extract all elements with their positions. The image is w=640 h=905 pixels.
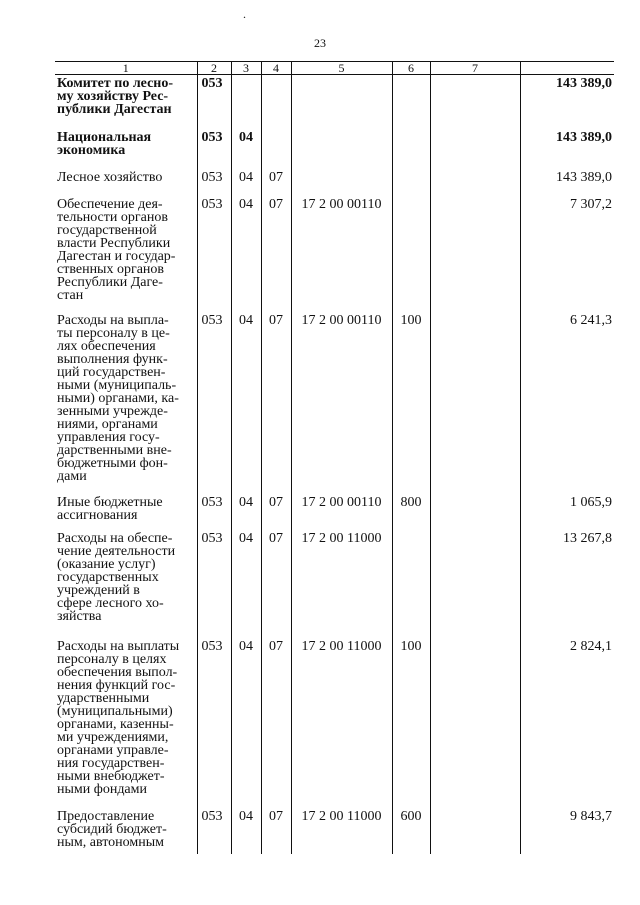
row-expense-type-code: 800 (392, 494, 430, 530)
row-amount: 2 824,1 (520, 638, 614, 808)
row-amount: 143 389,0 (520, 75, 614, 129)
table-body (55, 75, 614, 854)
row-ved-code: 053 (197, 312, 231, 494)
row-ved-code: 053 (197, 638, 231, 808)
row-ved-code: 053 (197, 494, 231, 530)
table-row (55, 494, 614, 530)
column-number-row (55, 62, 614, 75)
row-subsection-code: 07 (261, 808, 291, 854)
row-amount: 143 389,0 (520, 169, 614, 196)
row-column-7 (430, 808, 520, 854)
row-section-code: 04 (231, 638, 261, 808)
row-name: Обеспечение дея- тельности органов государственной власти Республики Дагестан и государ- ственных органов Республики Даге- стан (57, 196, 176, 303)
row-target-article-code: 17 2 00 11000 (291, 530, 392, 638)
row-expense-type-code (392, 129, 430, 169)
row-amount: 13 267,8 (520, 530, 614, 638)
table-row (55, 312, 614, 494)
row-ved-code: 053 (197, 808, 231, 854)
row-column-7 (430, 196, 520, 312)
row-column-7 (430, 494, 520, 530)
row-section-code: 04 (231, 169, 261, 196)
row-name: Национальная экономика (57, 129, 152, 158)
table-row (55, 169, 614, 196)
row-column-7 (430, 75, 520, 129)
row-section-code: 04 (231, 312, 261, 494)
row-amount: 7 307,2 (520, 196, 614, 312)
row-subsection-code: 07 (261, 169, 291, 196)
row-name: Расходы на обеспе- чение деятельности (оказание услуг) государственных учреждений в сфере лесного хо- зяйства (57, 530, 176, 624)
row-section-code: 04 (231, 808, 261, 854)
row-target-article-code (291, 75, 392, 129)
row-expense-type-code: 100 (392, 312, 430, 494)
scan-mark: . (243, 7, 246, 21)
row-expense-type-code (392, 196, 430, 312)
table-row (55, 75, 614, 129)
row-name: Лесное хозяйство (57, 169, 163, 185)
row-column-7 (430, 169, 520, 196)
row-name: Расходы на выплаты персоналу в целях обеспечения выпол- нения функций гос- ударственными (муниципальными) органами, казенны- ми учреждениями, органами управле- ния государствен- ными внебюджет- ными фондами (57, 638, 180, 797)
row-target-article-code: 17 2 00 11000 (291, 808, 392, 854)
row-name: Расходы на выпла- ты персоналу в це- лях обеспечения выполнения функ- ций государствен- ными (муниципаль- ными) органами, ка- зенными учрежде- ниями, органами управления госу- дарственными вне- бюджетными фон- дами (57, 312, 179, 484)
row-section-code: 04 (231, 530, 261, 638)
row-name: Комитет по лесно- му хозяйству Рес- публики Дагестан (57, 76, 174, 117)
row-target-article-code: 17 2 00 00110 (291, 312, 392, 494)
column-header-1: 1 (55, 62, 197, 75)
row-section-code: 04 (231, 129, 261, 169)
table-row (55, 196, 614, 312)
row-ved-code: 053 (197, 169, 231, 196)
page-number: 23 (314, 36, 326, 50)
row-amount: 6 241,3 (520, 312, 614, 494)
row-subsection-code: 07 (261, 530, 291, 638)
table-row (55, 129, 614, 169)
column-header-5: 5 (291, 62, 392, 75)
row-name: Иные бюджетные ассигнования (57, 494, 163, 523)
row-amount: 143 389,0 (520, 129, 614, 169)
row-subsection-code (261, 129, 291, 169)
row-section-code: 04 (231, 494, 261, 530)
row-column-7 (430, 312, 520, 494)
row-amount: 9 843,7 (520, 808, 614, 854)
column-header-4: 4 (261, 62, 291, 75)
row-ved-code: 053 (197, 129, 231, 169)
row-subsection-code: 07 (261, 638, 291, 808)
row-amount: 1 065,9 (520, 494, 614, 530)
row-subsection-code: 07 (261, 312, 291, 494)
row-name: Предоставление субсидий бюджет- ным, автономным (57, 808, 167, 850)
row-expense-type-code (392, 169, 430, 196)
row-ved-code: 053 (197, 196, 231, 312)
column-header-amount (520, 62, 614, 75)
row-column-7 (430, 638, 520, 808)
column-header-6: 6 (392, 62, 430, 75)
row-expense-type-code (392, 530, 430, 638)
row-ved-code: 053 (197, 75, 231, 129)
row-target-article-code (291, 129, 392, 169)
column-header-7: 7 (430, 62, 520, 75)
row-target-article-code: 17 2 00 00110 (291, 196, 392, 312)
table-row (55, 638, 614, 808)
row-target-article-code: 17 2 00 11000 (291, 638, 392, 808)
column-header-2: 2 (197, 62, 231, 75)
row-subsection-code: 07 (261, 196, 291, 312)
row-expense-type-code (392, 75, 430, 129)
row-subsection-code: 07 (261, 494, 291, 530)
row-expense-type-code: 600 (392, 808, 430, 854)
row-target-article-code (291, 169, 392, 196)
table-row (55, 808, 614, 854)
row-target-article-code: 17 2 00 00110 (291, 494, 392, 530)
row-expense-type-code: 100 (392, 638, 430, 808)
row-column-7 (430, 129, 520, 169)
row-column-7 (430, 530, 520, 638)
column-header-3: 3 (231, 62, 261, 75)
table-row (55, 530, 614, 638)
row-ved-code: 053 (197, 530, 231, 638)
row-section-code (231, 75, 261, 129)
budget-table (55, 61, 614, 854)
row-subsection-code (261, 75, 291, 129)
row-section-code: 04 (231, 196, 261, 312)
